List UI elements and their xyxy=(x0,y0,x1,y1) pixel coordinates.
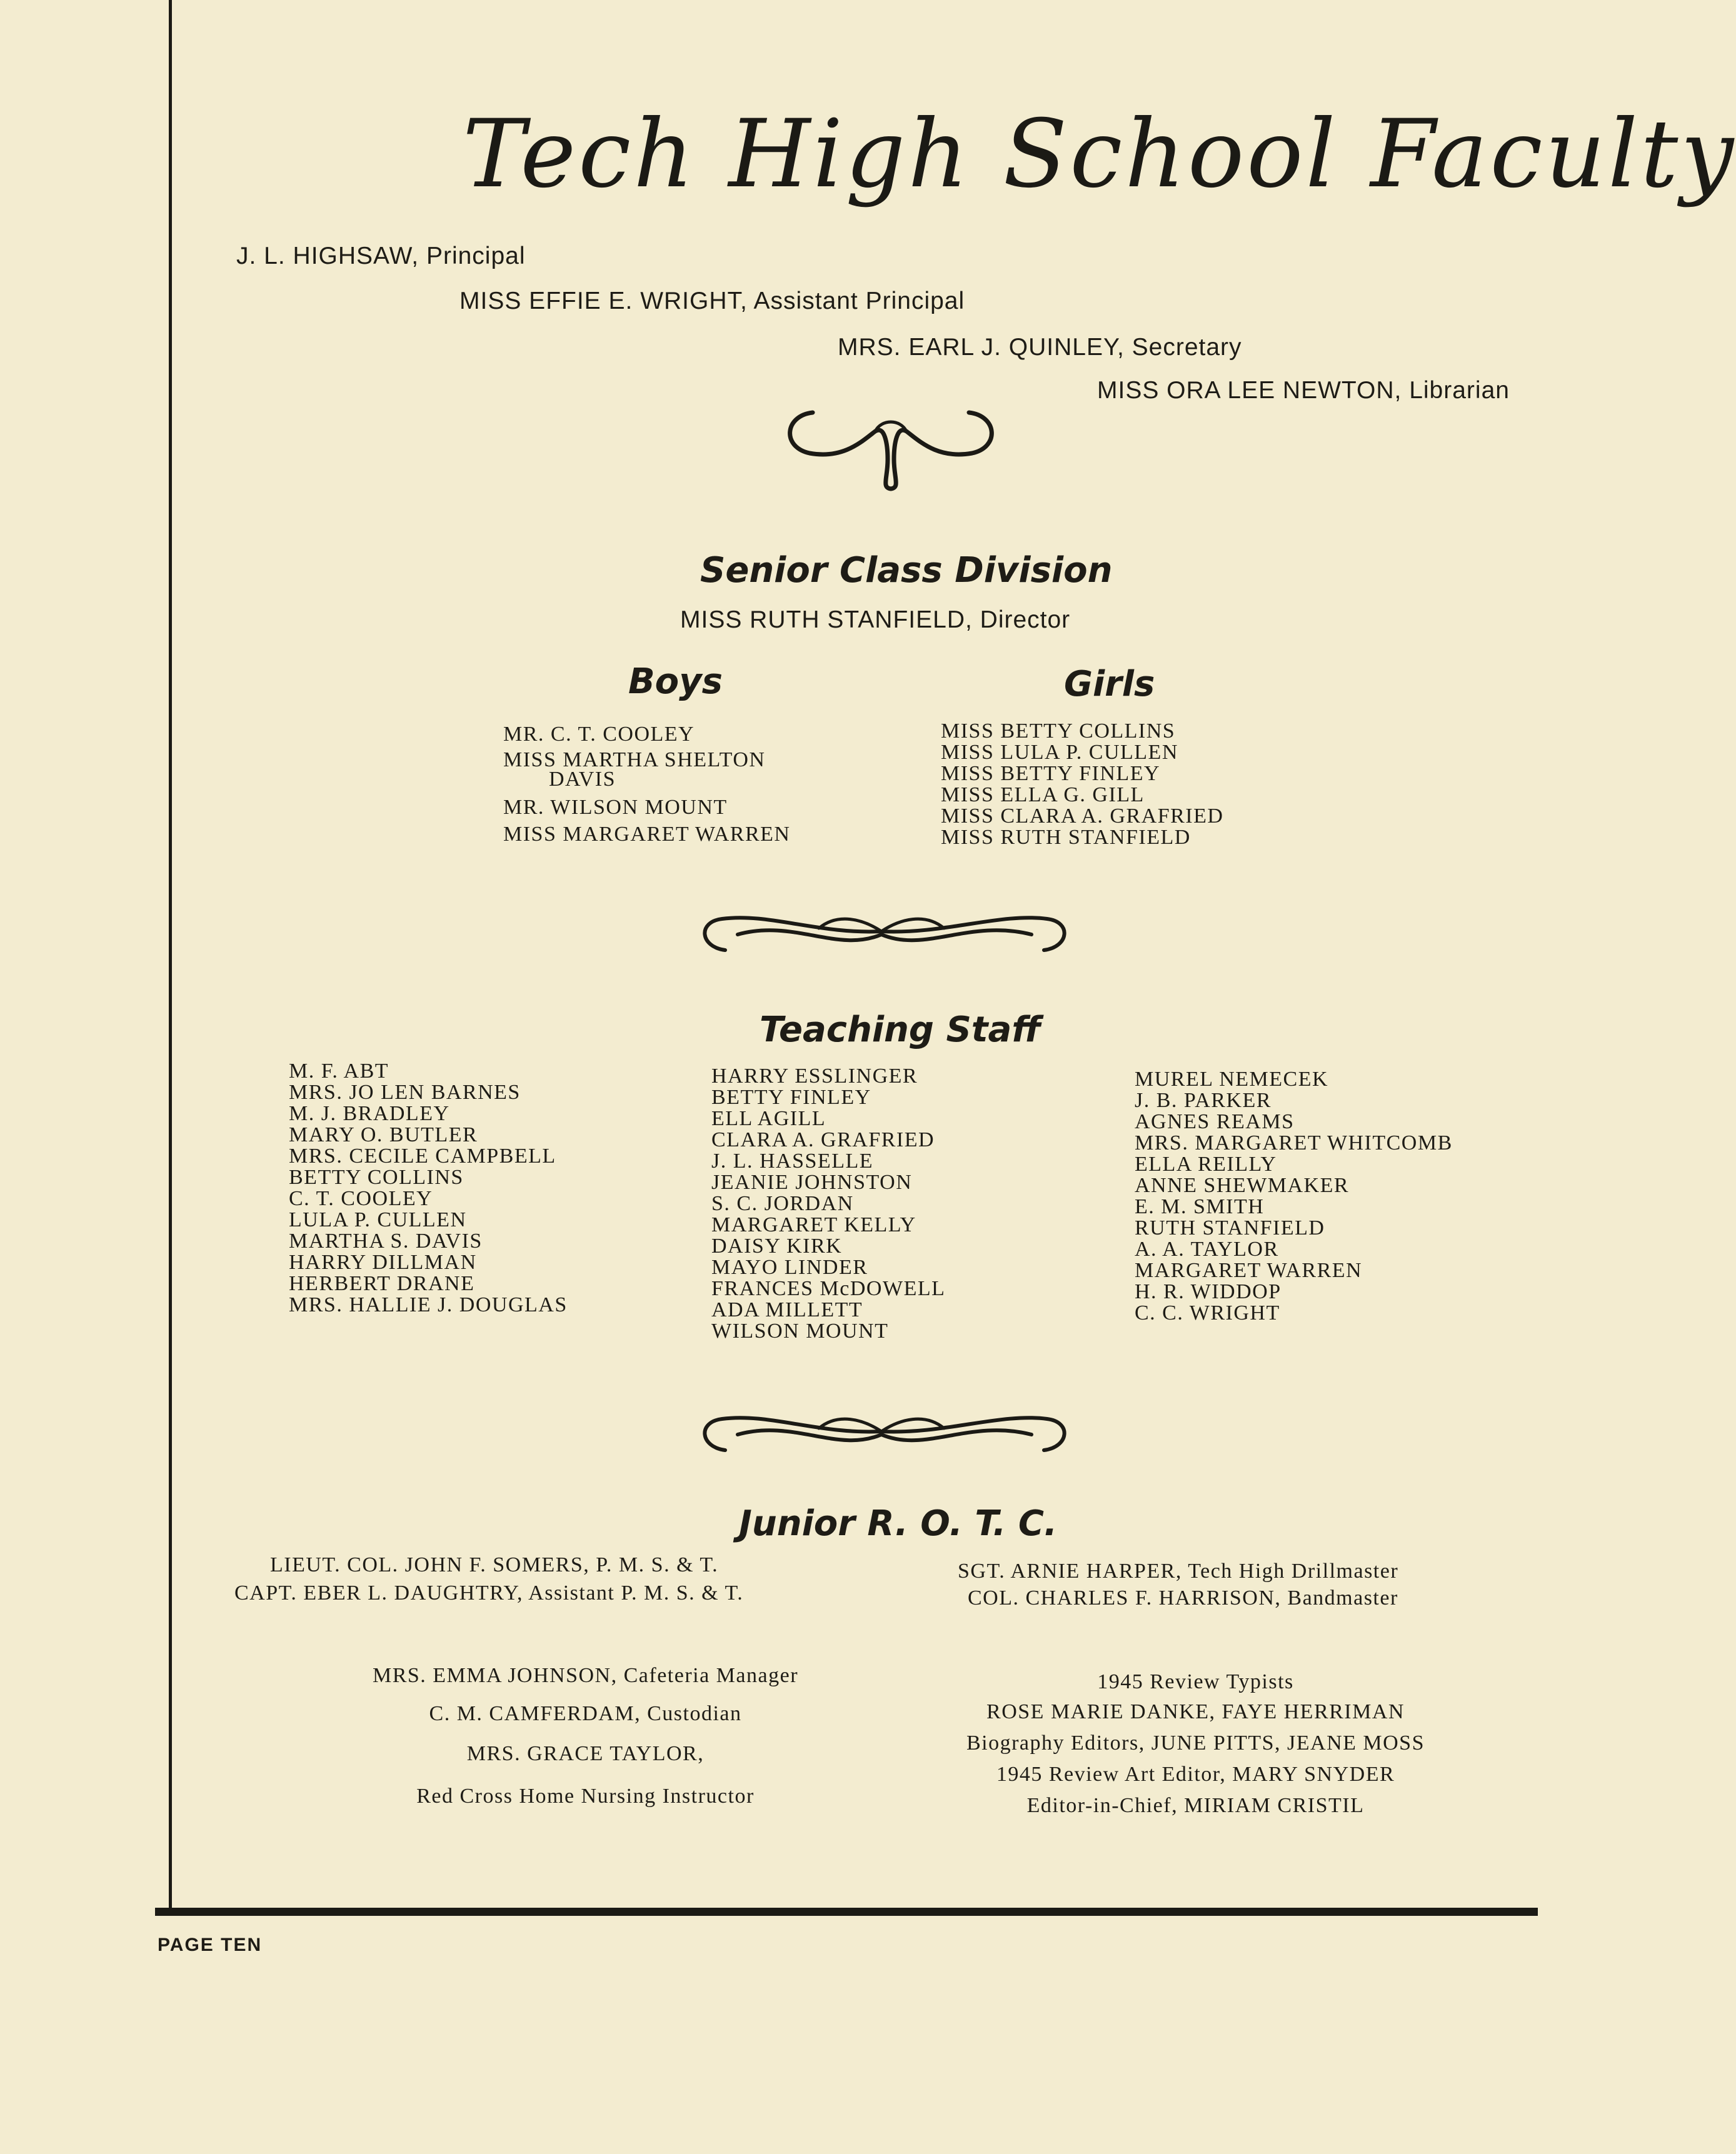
teacher-name: MARGARET WARREN xyxy=(1135,1259,1363,1282)
teacher-name: M. F. ABT xyxy=(289,1059,389,1083)
rotc-heading: Junior R. O. T. C. xyxy=(739,1503,1058,1544)
teacher-name: JEANIE JOHNSTON xyxy=(711,1171,913,1194)
boys-list-item: MR. C. T. COOLEY xyxy=(503,723,695,746)
review-staff-line: ROSE MARIE DANKE, FAYE HERRIMAN xyxy=(986,1700,1405,1723)
flourish-ornament-top xyxy=(775,400,1006,494)
teacher-name: MRS. HALLIE J. DOUGLAS xyxy=(289,1293,568,1316)
teacher-name: ADA MILLETT xyxy=(711,1298,863,1321)
girls-list-item: MISS LULA P. CULLEN xyxy=(941,741,1178,764)
teacher-name: C. C. WRIGHT xyxy=(1135,1301,1280,1325)
teacher-name: LULA P. CULLEN xyxy=(289,1208,467,1231)
girls-list-item: MISS CLARA A. GRAFRIED xyxy=(941,804,1224,828)
teaching-staff-heading: Teaching Staff xyxy=(760,1009,1041,1050)
teacher-name: HARRY DILLMAN xyxy=(289,1251,477,1274)
rotc-officer: SGT. ARNIE HARPER, Tech High Drillmaster xyxy=(958,1560,1399,1583)
teacher-name: MUREL NEMECEK xyxy=(1135,1068,1329,1091)
teacher-name: M. J. BRADLEY xyxy=(289,1102,450,1125)
girls-list-item: MISS RUTH STANFIELD xyxy=(941,826,1191,849)
rotc-officer: COL. CHARLES F. HARRISON, Bandmaster xyxy=(968,1586,1398,1610)
admin-principal: J. L. HIGHSAW, Principal xyxy=(236,243,526,269)
review-staff-line: Biography Editors, JUNE PITTS, JEANE MOSS xyxy=(966,1731,1425,1755)
support-staff-line: Red Cross Home Nursing Instructor xyxy=(416,1785,755,1808)
page-title: Tech High School Faculty xyxy=(463,100,1736,209)
teacher-name: A. A. TAYLOR xyxy=(1135,1238,1279,1261)
teacher-name: DAISY KIRK xyxy=(711,1235,843,1258)
teacher-name: ELLA REILLY xyxy=(1135,1153,1277,1176)
review-staff-line: 1945 Review Typists xyxy=(1097,1670,1294,1693)
teacher-name: BETTY COLLINS xyxy=(289,1166,464,1189)
review-staff-line: Editor-in-Chief, MIRIAM CRISTIL xyxy=(1026,1794,1365,1817)
boys-heading: Boys xyxy=(628,661,723,702)
review-staff-line: 1945 Review Art Editor, MARY SNYDER xyxy=(996,1763,1395,1786)
support-staff-line: C. M. CAMFERDAM, Custodian xyxy=(429,1702,742,1725)
teacher-name: MAYO LINDER xyxy=(711,1256,868,1279)
teacher-name: MARY O. BUTLER xyxy=(289,1123,478,1146)
boys-list-item: MISS MARTHA SHELTON xyxy=(503,748,766,771)
teacher-name: S. C. JORDAN xyxy=(711,1192,854,1215)
teacher-name: MRS. CECILE CAMPBELL xyxy=(289,1145,556,1168)
teacher-name: ELL AGILL xyxy=(711,1107,826,1130)
teacher-name: WILSON MOUNT xyxy=(711,1320,889,1343)
teacher-name: CLARA A. GRAFRIED xyxy=(711,1128,935,1151)
boys-list-item: DAVIS xyxy=(549,768,616,791)
senior-division-director: MISS RUTH STANFIELD, Director xyxy=(680,606,1071,633)
admin-secretary: MRS. EARL J. QUINLEY, Secretary xyxy=(838,334,1242,361)
teaching-column-3 xyxy=(1135,1069,1453,1324)
teacher-name: MARGARET KELLY xyxy=(711,1213,916,1236)
teacher-name: J. B. PARKER xyxy=(1135,1089,1272,1112)
teaching-column-2 xyxy=(711,1066,945,1342)
girls-list xyxy=(941,721,1223,848)
teacher-name: MRS. JO LEN BARNES xyxy=(289,1081,521,1104)
left-border-line xyxy=(169,0,172,1913)
boys-list-item: MR. WILSON MOUNT xyxy=(503,796,728,819)
girls-list-item: MISS ELLA G. GILL xyxy=(941,783,1145,806)
page-number: PAGE TEN xyxy=(158,1935,263,1955)
teacher-name: J. L. HASSELLE xyxy=(711,1150,873,1173)
teacher-name: ANNE SHEWMAKER xyxy=(1135,1174,1350,1197)
teacher-name: MRS. MARGARET WHITCOMB xyxy=(1135,1131,1453,1155)
support-staff-line: MRS. GRACE TAYLOR, xyxy=(466,1742,705,1765)
teacher-name: E. M. SMITH xyxy=(1135,1195,1265,1218)
girls-list-item: MISS BETTY FINLEY xyxy=(941,762,1161,785)
teacher-name: AGNES REAMS xyxy=(1135,1110,1295,1133)
boys-list-item: MISS MARGARET WARREN xyxy=(503,823,791,846)
rotc-officer: LIEUT. COL. JOHN F. SOMERS, P. M. S. & T. xyxy=(270,1553,719,1576)
teacher-name: MARTHA S. DAVIS xyxy=(289,1230,483,1253)
admin-assistant-principal: MISS EFFIE E. WRIGHT, Assistant Principal xyxy=(459,288,965,314)
girls-list-item: MISS BETTY COLLINS xyxy=(941,719,1176,743)
support-staff-line: MRS. EMMA JOHNSON, Cafeteria Manager xyxy=(372,1664,799,1687)
flourish-ornament-middle xyxy=(694,906,1075,956)
rotc-officer: CAPT. EBER L. DAUGHTRY, Assistant P. M. S. & T. xyxy=(234,1581,744,1605)
flourish-ornament-lower xyxy=(694,1406,1075,1456)
senior-division-heading: Senior Class Division xyxy=(700,550,1113,591)
teaching-column-1 xyxy=(289,1061,568,1316)
teacher-name: H. R. WIDDOP xyxy=(1135,1280,1282,1303)
teacher-name: FRANCES McDOWELL xyxy=(711,1277,946,1300)
girls-heading: Girls xyxy=(1064,664,1155,704)
teacher-name: HERBERT DRANE xyxy=(289,1272,475,1295)
teacher-name: HARRY ESSLINGER xyxy=(711,1064,918,1088)
teacher-name: C. T. COOLEY xyxy=(289,1187,433,1210)
teacher-name: BETTY FINLEY xyxy=(711,1086,871,1109)
admin-librarian: MISS ORA LEE NEWTON, Librarian xyxy=(1097,377,1510,404)
bottom-rule xyxy=(155,1908,1538,1916)
teacher-name: RUTH STANFIELD xyxy=(1135,1216,1325,1240)
